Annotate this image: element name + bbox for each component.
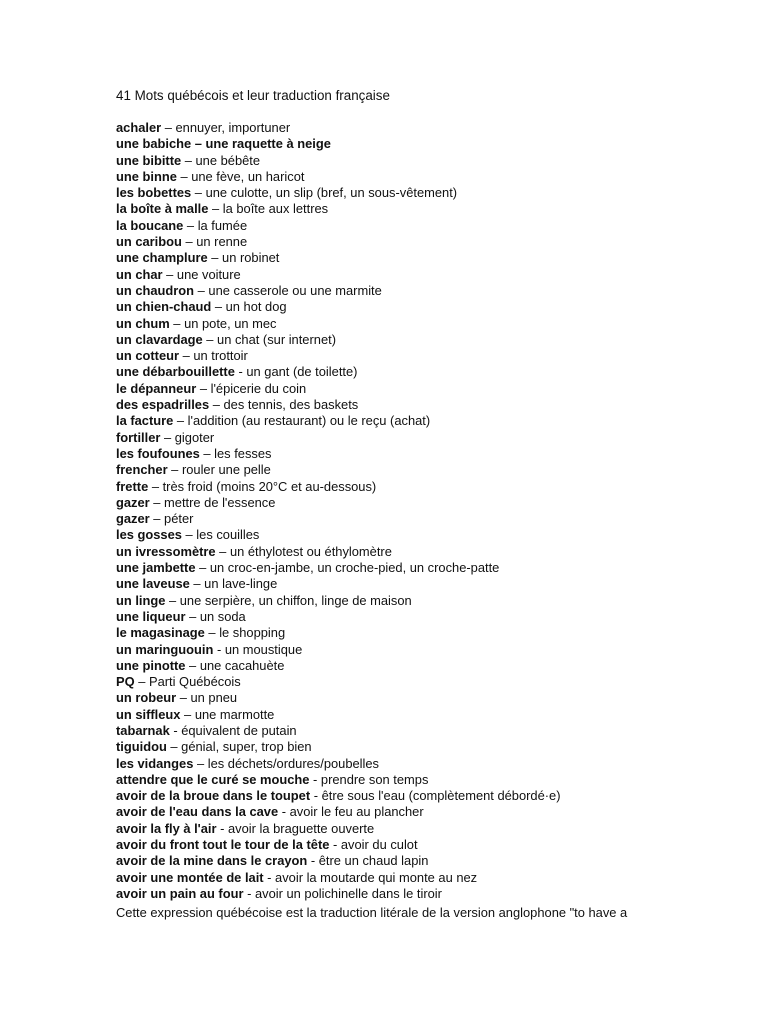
glossary-entry	[116, 837, 561, 853]
entry-definition: le shopping	[219, 625, 286, 641]
entry-term: un siffleux	[116, 706, 181, 722]
glossary-entry	[116, 136, 561, 152]
entry-separator: -	[169, 722, 182, 738]
entry-definition: un croc-en-jambe, un croche-pied, un croche-patte	[209, 560, 500, 576]
entry-definition: un gant (de toilette)	[246, 364, 358, 380]
glossary-entry	[116, 821, 561, 837]
entry-separator: –	[162, 266, 177, 282]
glossary-entry	[116, 495, 561, 511]
entry-separator: –	[211, 299, 226, 315]
glossary-entry	[116, 381, 561, 397]
glossary-entry	[116, 804, 561, 820]
glossary-entry	[116, 593, 561, 609]
entry-term: attendre que le curé se mouche	[116, 771, 310, 787]
entry-term: fortiller	[116, 429, 161, 445]
glossary-entry	[116, 690, 561, 706]
entry-term: les foufounes	[116, 445, 200, 461]
glossary-entry	[116, 348, 561, 364]
entry-term: gazer	[116, 511, 150, 527]
entry-term: une bibitte	[116, 152, 182, 168]
glossary-entry	[116, 430, 561, 446]
glossary-entry	[116, 201, 561, 217]
entry-definition: avoir du culot	[340, 837, 418, 853]
glossary-entry	[116, 870, 561, 886]
glossary-entry	[116, 250, 561, 266]
entry-definition: ennuyer, importuner	[175, 120, 291, 135]
entry-separator: –	[173, 413, 188, 429]
entry-separator: -	[310, 788, 322, 804]
entry-definition: la fumée	[197, 217, 248, 233]
glossary-entry	[116, 332, 561, 348]
glossary-entry	[116, 316, 561, 332]
entry-separator: -	[307, 853, 319, 869]
entry-definition: un chat (sur internet)	[217, 331, 336, 347]
entry-term: un cotteur	[116, 348, 180, 364]
glossary-entry	[116, 185, 561, 201]
entry-term: gazer	[116, 494, 150, 510]
entry-separator: -	[329, 837, 341, 853]
entry-separator: -	[243, 885, 255, 901]
entry-definition: un hot dog	[225, 299, 287, 315]
entry-separator: –	[180, 706, 195, 722]
entry-separator: –	[181, 234, 197, 250]
glossary-entry	[116, 707, 561, 723]
entry-separator: -	[263, 869, 276, 885]
glossary-list	[116, 120, 561, 902]
glossary-entry	[116, 788, 561, 804]
entry-definition: équivalent de putain	[181, 722, 297, 738]
glossary-entry	[116, 364, 561, 380]
glossary-entry	[116, 723, 561, 739]
entry-definition: un lave-linge	[204, 576, 278, 592]
entry-term: un char	[116, 266, 163, 282]
glossary-entry	[116, 397, 561, 413]
entry-term: frencher	[116, 462, 168, 478]
glossary-entry	[116, 739, 561, 755]
glossary-entry	[116, 609, 561, 625]
entry-definition: être sous l'eau (complètement débordé·e)	[321, 788, 561, 804]
entry-definition: un soda	[199, 608, 246, 624]
glossary-entry	[116, 446, 561, 462]
glossary-entry	[116, 527, 561, 543]
glossary-entry	[116, 267, 561, 283]
entry-term: une pinotte	[116, 657, 186, 673]
entry-term: un chaudron	[116, 282, 195, 298]
glossary-entry	[116, 511, 561, 527]
entry-term: avoir un pain au four	[116, 885, 244, 901]
entry-definition: avoir un polichinelle dans le tiroir	[254, 885, 442, 901]
entry-definition: un trottoir	[193, 348, 248, 364]
entry-term: une babiche – une raquette à neige	[116, 136, 331, 152]
entry-definition: un éthylotest ou éthylomètre	[229, 543, 392, 559]
entry-separator: –	[169, 315, 185, 331]
entry-definition: une marmotte	[194, 706, 275, 722]
entry-separator: -	[278, 804, 290, 820]
entry-definition: très froid (moins 20°C et au-dessous)	[162, 478, 377, 494]
entry-definition: l'addition (au restaurant) ou le reçu (achat)	[187, 413, 431, 429]
entry-separator: –	[160, 429, 175, 445]
entry-term: une liqueur	[116, 608, 186, 624]
entry-separator: –	[215, 543, 230, 559]
entry-separator: –	[176, 690, 191, 706]
entry-term: un linge	[116, 592, 166, 608]
entry-separator: –	[202, 331, 218, 347]
entry-definition: une casserole ou une marmite	[208, 282, 382, 298]
glossary-entry	[116, 772, 561, 788]
entry-term: avoir de l'eau dans la cave	[116, 804, 279, 820]
entry-term: un ivressomètre	[116, 543, 216, 559]
entry-definition: une cacahuète	[199, 657, 285, 673]
entry-separator: –	[181, 527, 197, 543]
glossary-entry	[116, 576, 561, 592]
entry-term: une laveuse	[116, 576, 190, 592]
entry-definition: des tennis, des baskets	[223, 397, 359, 413]
entry-term: les vidanges	[116, 755, 194, 771]
glossary-entry	[116, 642, 561, 658]
glossary-entry	[116, 462, 561, 478]
entry-separator: –	[199, 445, 215, 461]
entry-term: un maringuouin	[116, 641, 214, 657]
entry-separator: –	[185, 657, 200, 673]
entry-definition: une fève, un haricot	[191, 168, 305, 184]
glossary-entry	[116, 544, 561, 560]
entry-separator: -	[216, 820, 228, 836]
entry-separator: –	[185, 608, 200, 624]
entry-term: un caribou	[116, 234, 182, 250]
entry-term: avoir du front tout le tour de la tête	[116, 837, 330, 853]
glossary-entry	[116, 153, 561, 169]
entry-separator: –	[183, 217, 198, 233]
glossary-entry	[116, 120, 561, 136]
entry-definition: Parti Québécois	[148, 674, 241, 690]
glossary-entry	[116, 413, 561, 429]
entry-term: une champlure	[116, 250, 208, 266]
entry-separator: –	[207, 250, 223, 266]
entry-separator: –	[196, 380, 211, 396]
entry-term: les bobettes	[116, 185, 192, 201]
glossary-entry	[116, 658, 561, 674]
entry-definition: une culotte, un slip (bref, un sous-vêtement)	[205, 185, 458, 201]
entry-separator: –	[148, 478, 163, 494]
entry-separator: –	[209, 397, 224, 413]
entry-definition: les couilles	[196, 527, 260, 543]
entry-separator: –	[195, 560, 210, 576]
entry-term: avoir une montée de lait	[116, 869, 264, 885]
entry-definition: les fesses	[214, 445, 272, 461]
entry-separator: –	[194, 282, 209, 298]
entry-term: une débarbouillette	[116, 364, 235, 380]
trailing-paragraph: Cette expression québécoise est la traduction litérale de la version anglophone "to have a	[116, 905, 628, 920]
entry-term: une binne	[116, 168, 177, 184]
entry-definition: rouler une pelle	[181, 462, 271, 478]
entry-separator: –	[166, 739, 182, 755]
entry-term: une jambette	[116, 560, 196, 576]
entry-term: des espadrilles	[116, 397, 210, 413]
entry-separator: –	[208, 201, 223, 217]
entry-definition: prendre son temps	[320, 771, 429, 787]
entry-term: le dépanneur	[116, 380, 197, 396]
entry-term: PQ	[116, 674, 135, 690]
entry-term: la facture	[116, 413, 174, 429]
entry-definition: un pote, un mec	[184, 315, 277, 331]
entry-separator: –	[204, 625, 220, 641]
entry-separator: –	[191, 185, 206, 201]
entry-separator: –	[176, 168, 192, 184]
entry-separator: –	[149, 494, 165, 510]
entry-term: la boucane	[116, 217, 184, 233]
entry-definition: un pneu	[190, 690, 238, 706]
entry-definition: génial, super, trop bien	[181, 739, 312, 755]
entry-separator: –	[149, 511, 165, 527]
entry-definition: la boîte aux lettres	[222, 201, 329, 217]
document-title: 41 Mots québécois et leur traduction française	[116, 88, 390, 103]
glossary-entry	[116, 218, 561, 234]
entry-definition: un robinet	[222, 250, 280, 266]
entry-term: achaler	[116, 120, 162, 135]
entry-definition: avoir la moutarde qui monte au nez	[275, 869, 478, 885]
entry-separator: –	[189, 576, 205, 592]
entry-term: un robeur	[116, 690, 177, 706]
glossary-entry	[116, 234, 561, 250]
glossary-entry	[116, 283, 561, 299]
entry-term: le magasinage	[116, 625, 205, 641]
entry-separator: –	[167, 462, 182, 478]
entry-term: avoir la fly à l'air	[116, 820, 217, 836]
entry-definition: mettre de l'essence	[164, 494, 276, 510]
entry-definition: gigoter	[174, 429, 215, 445]
entry-definition: l'épicerie du coin	[210, 380, 307, 396]
entry-separator: -	[213, 641, 225, 657]
glossary-entry	[116, 853, 561, 869]
entry-definition: être un chaud lapin	[318, 853, 429, 869]
glossary-entry	[116, 299, 561, 315]
entry-term: frette	[116, 478, 149, 494]
entry-separator: -	[309, 771, 321, 787]
entry-definition: un moustique	[224, 641, 303, 657]
entry-separator: –	[161, 120, 176, 135]
entry-term: avoir de la broue dans le toupet	[116, 788, 311, 804]
entry-separator: –	[179, 348, 194, 364]
entry-term: un chien-chaud	[116, 299, 212, 315]
entry-separator: –	[193, 755, 208, 771]
entry-definition: avoir la braguette ouverte	[227, 820, 375, 836]
entry-separator: –	[181, 152, 196, 168]
glossary-entry	[116, 625, 561, 641]
entry-definition: avoir le feu au plancher	[289, 804, 424, 820]
entry-separator: –	[165, 592, 180, 608]
glossary-entry	[116, 756, 561, 772]
entry-separator: –	[134, 674, 149, 690]
entry-term: tiguidou	[116, 739, 167, 755]
entry-term: la boîte à malle	[116, 201, 209, 217]
entry-definition: une voiture	[176, 266, 241, 282]
glossary-entry	[116, 674, 561, 690]
entry-separator: -	[234, 364, 247, 380]
entry-definition: péter	[164, 511, 194, 527]
glossary-entry	[116, 169, 561, 185]
glossary-entry	[116, 886, 561, 902]
entry-term: un clavardage	[116, 331, 203, 347]
entry-definition: les déchets/ordures/poubelles	[207, 755, 380, 771]
entry-term: tabarnak	[116, 722, 170, 738]
entry-term: avoir de la mine dans le crayon	[116, 853, 308, 869]
glossary-entry	[116, 560, 561, 576]
entry-term: les gosses	[116, 527, 182, 543]
glossary-entry	[116, 479, 561, 495]
entry-definition: un renne	[196, 234, 248, 250]
entry-term: un chum	[116, 315, 170, 331]
entry-definition: une serpière, un chiffon, linge de maison	[179, 592, 412, 608]
entry-definition: une bébête	[195, 152, 261, 168]
